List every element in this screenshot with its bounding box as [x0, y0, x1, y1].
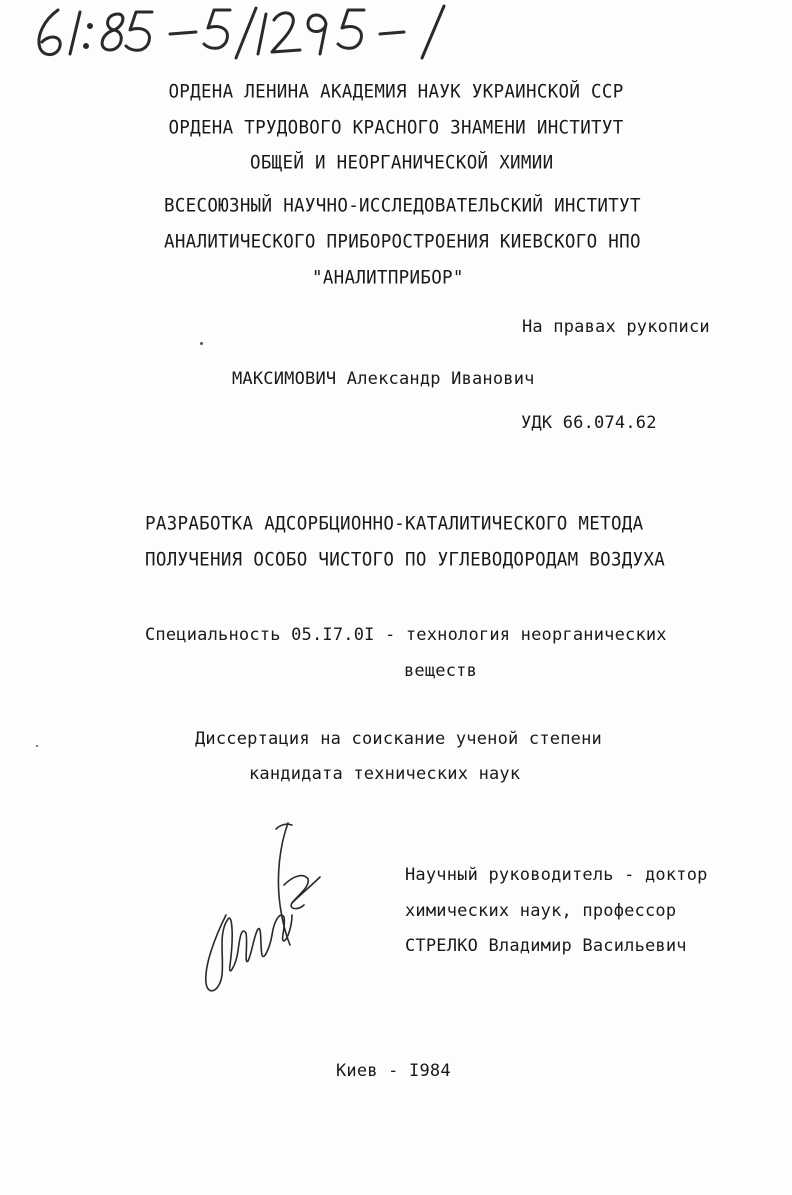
place-year: Киев - I984	[336, 1061, 451, 1081]
signature-text	[188, 815, 193, 816]
institution-2-line-2: АНАЛИТИЧЕСКОГО ПРИБОРОСТРОЕНИЯ КИЕВСКОГО НПО	[164, 231, 641, 253]
dissertation-title-line-2: ПОЛУЧЕНИЯ ОСОБО ЧИСТОГО ПО УГЛЕВОДОРОДАМ ВОЗДУХА	[145, 549, 666, 571]
dissertation-title-line-1: РАЗРАБОТКА АДСОРБЦИОННО-КАТАЛИТИЧЕСКОГО МЕТОДА	[145, 513, 644, 535]
institution-1-line-3: ОБЩЕЙ И НЕОРГАНИЧЕСКОЙ ХИМИИ	[250, 152, 554, 174]
signature-drawing	[188, 815, 328, 1005]
author-name: МАКСИМОВИЧ Александр Иванович	[232, 369, 535, 389]
institution-2-line-1: ВСЕСОЮЗНЫЙ НАУЧНО-ИССЛЕДОВАТЕЛЬСКИЙ ИНСТИТУТ	[164, 195, 641, 217]
archive-number-text	[30, 2, 385, 56]
signature	[188, 815, 328, 1005]
supervisor-line-1: Научный руководитель - доктор	[405, 865, 708, 885]
manuscript-rights: На правах рукописи	[522, 317, 710, 337]
scan-speck	[200, 342, 203, 345]
udc-code: УДК 66.074.62	[521, 413, 657, 433]
supervisor-line-3: СТРЕЛКО Владимир Васильевич	[405, 936, 687, 956]
institution-1-line-2: ОРДЕНА ТРУДОВОГО КРАСНОГО ЗНАМЕНИ ИНСТИТУТ	[168, 117, 624, 139]
degree-line-1: Диссертация на соискание ученой степени	[195, 729, 602, 749]
specialty-line-2: веществ	[404, 661, 478, 681]
supervisor-line-2: химических наук, профессор	[405, 901, 677, 921]
institution-2-line-3: "АНАЛИТПРИБОР"	[312, 267, 464, 289]
scan-speck	[36, 745, 38, 747]
degree-line-2: кандидата технических наук	[249, 764, 521, 784]
institution-1-line-1: ОРДЕНА ЛЕНИНА АКАДЕМИЯ НАУК УКРАИНСКОЙ ССР	[168, 81, 624, 103]
archive-number	[30, 2, 450, 64]
specialty-line-1: Специальность 05.I7.0I - технология неорганических	[145, 625, 667, 645]
